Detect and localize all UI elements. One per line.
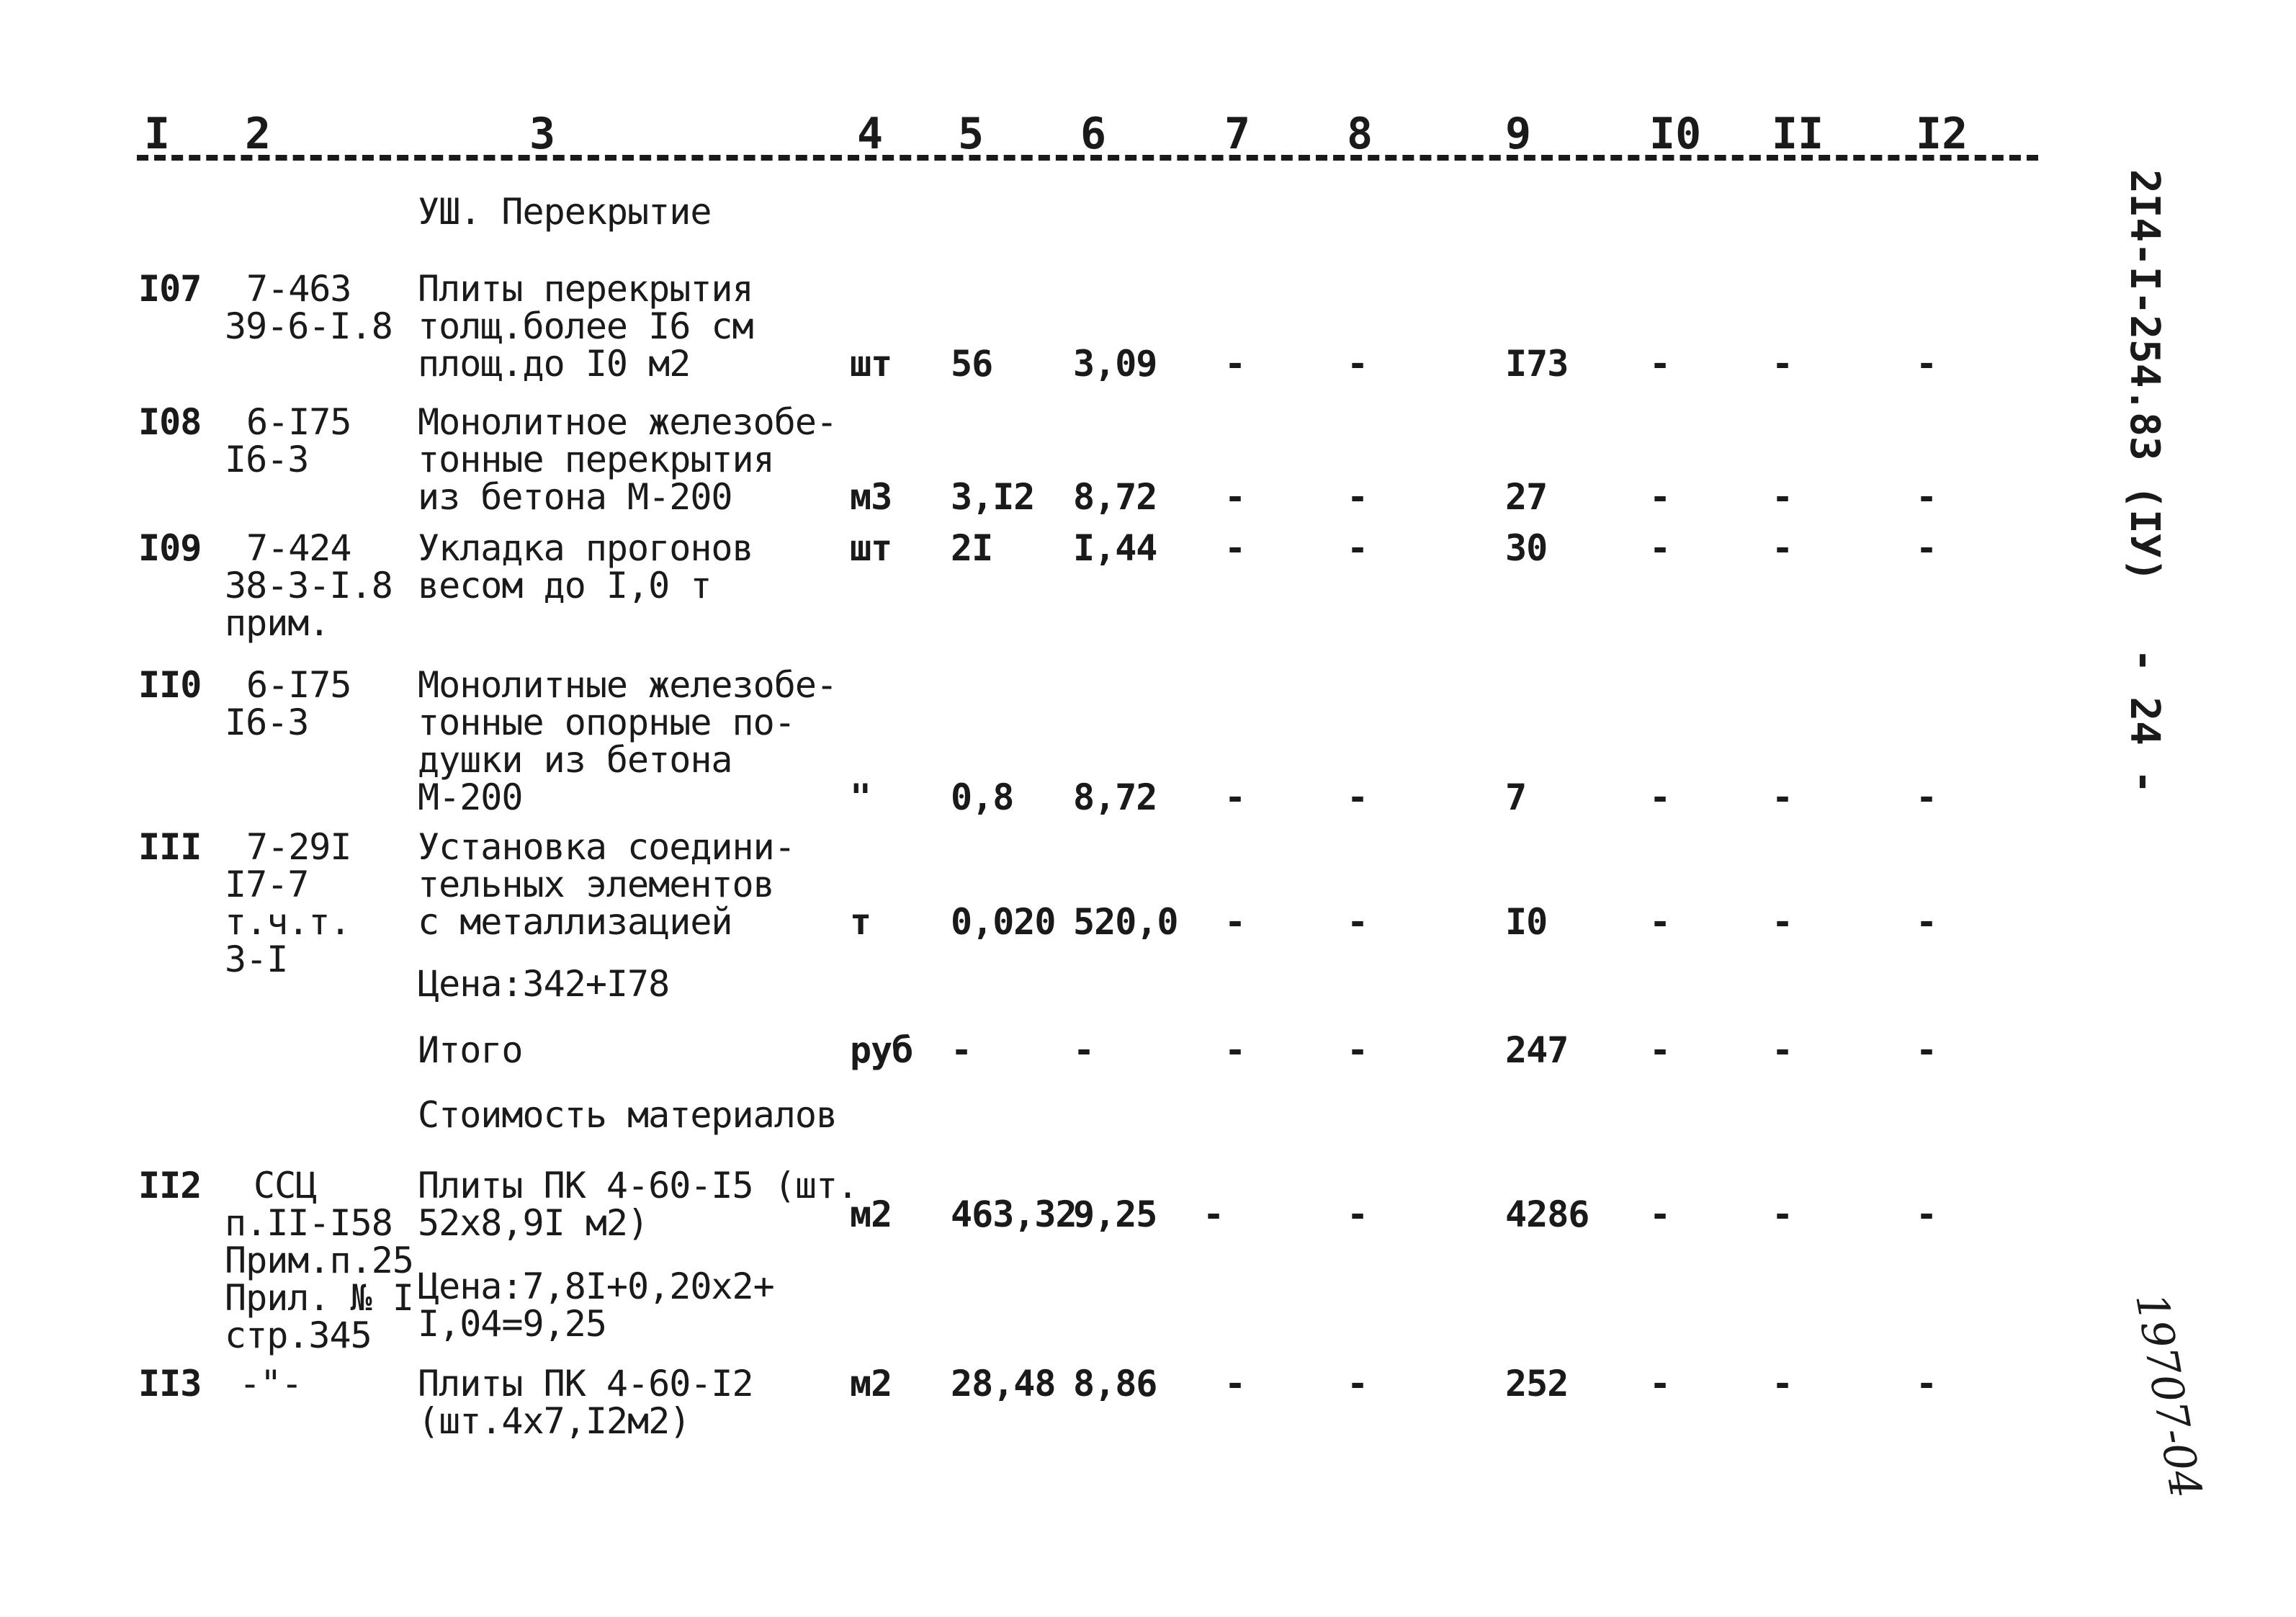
row-value-c6: 8,72	[1073, 476, 1157, 518]
column-header: 3	[529, 109, 556, 159]
row-value-unit: м3	[850, 476, 892, 518]
total-value-c10: -	[1649, 1029, 1671, 1071]
row-number: I08	[138, 401, 202, 443]
row-code: 7-463	[246, 268, 351, 310]
row-value-c5: 28,48	[951, 1363, 1056, 1405]
row-code: 6-I75	[246, 664, 351, 706]
row-value-unit: м2	[850, 1363, 892, 1405]
total-value-c8: -	[1347, 1029, 1368, 1071]
row-code: -"-	[239, 1363, 302, 1405]
column-header: 2	[245, 109, 272, 159]
row-code: 6-I75	[246, 401, 351, 443]
row-description: площ.до I0 м2	[418, 343, 691, 385]
row-number: II3	[138, 1363, 202, 1405]
row-code: I6-3	[225, 439, 309, 480]
row-price: I,04=9,25	[418, 1303, 606, 1345]
row-code: п.II-I58	[225, 1202, 393, 1244]
row-description: Монолитные железобе-	[418, 664, 838, 706]
row-description: тонные перекрытия	[418, 439, 774, 480]
row-value-unit: т	[850, 901, 871, 943]
row-value-c6: 8,72	[1073, 776, 1157, 818]
column-header: 9	[1505, 109, 1532, 159]
row-code: I6-3	[225, 702, 309, 743]
row-value-c7: -	[1224, 476, 1246, 518]
row-value-c11: -	[1772, 1193, 1793, 1235]
row-code: 7-29I	[246, 826, 351, 868]
row-value-c12: -	[1916, 901, 1937, 943]
row-description: с металлизацией	[418, 901, 732, 943]
row-description: Плиты перекрытия	[418, 268, 753, 310]
row-value-c10: -	[1649, 527, 1671, 569]
row-code: 3-I	[225, 939, 288, 980]
row-value-c8: -	[1347, 476, 1368, 518]
row-value-c6: 3,09	[1073, 343, 1157, 385]
column-header: 7	[1224, 109, 1251, 159]
column-header: II	[1772, 109, 1824, 159]
side-document-code: 2I4-I-254.83 (IУ)	[2121, 169, 2168, 583]
column-header: I	[144, 109, 171, 159]
row-code: I7-7	[225, 864, 309, 905]
row-value-c6: 8,86	[1073, 1363, 1157, 1405]
row-value-c5: 56	[951, 343, 993, 385]
row-code: стр.345	[225, 1314, 372, 1356]
row-description: из бетона М-200	[418, 476, 732, 518]
row-value-c7: -	[1224, 901, 1246, 943]
row-value-c11: -	[1772, 527, 1793, 569]
row-value-c5: 2I	[951, 527, 993, 569]
row-value-c7: -	[1224, 1363, 1246, 1405]
column-header: 4	[857, 109, 884, 159]
section-title: УШ. Перекрытие	[418, 191, 712, 233]
column-header: I2	[1916, 109, 1968, 159]
row-number: II2	[138, 1165, 202, 1206]
row-description: тонные опорные по-	[418, 702, 795, 743]
row-code: прим.	[225, 602, 330, 644]
row-value-c11: -	[1772, 343, 1793, 385]
row-value-c11: -	[1772, 476, 1793, 518]
total-value-c5: -	[951, 1029, 972, 1071]
row-description: М-200	[418, 776, 523, 818]
row-value-c7: -	[1224, 343, 1246, 385]
row-code: 7-424	[246, 527, 351, 569]
total-value-c9: 247	[1505, 1029, 1569, 1071]
column-header: I0	[1649, 109, 1702, 159]
row-value-c9: I73	[1505, 343, 1569, 385]
row-number: I07	[138, 268, 202, 310]
row-number: I09	[138, 527, 202, 569]
column-header: 6	[1080, 109, 1107, 159]
row-value-unit: "	[850, 776, 871, 818]
row-value-c9: 4286	[1505, 1193, 1589, 1235]
row-value-unit: м2	[850, 1193, 892, 1235]
row-value-c10: -	[1649, 776, 1671, 818]
row-value-c5: 0,020	[951, 901, 1056, 943]
price-line: Цена:342+I78	[418, 963, 670, 1005]
row-value-c10: -	[1649, 1363, 1671, 1405]
row-code: 38-3-I.8	[225, 565, 393, 606]
row-value-unit: шт	[850, 343, 892, 385]
row-description: Плиты ПК 4-60-I2	[418, 1363, 753, 1405]
row-code: Прим.п.25	[225, 1240, 413, 1281]
row-description: душки из бетона	[418, 739, 732, 781]
row-value-c10: -	[1649, 901, 1671, 943]
row-code: ССЦ	[254, 1165, 317, 1206]
row-description: 52х8,9I м2)	[418, 1202, 649, 1244]
row-value-c9: 27	[1505, 476, 1548, 518]
row-code: т.ч.т.	[225, 901, 351, 943]
row-value-c5: 0,8	[951, 776, 1014, 818]
row-description: Плиты ПК 4-60-I5 (шт.	[418, 1165, 858, 1206]
row-value-unit: шт	[850, 527, 892, 569]
row-value-c8: -	[1347, 901, 1368, 943]
total-label: Итого	[418, 1029, 523, 1071]
row-value-c9: 30	[1505, 527, 1548, 569]
row-number: III	[138, 826, 202, 868]
row-value-c5: 3,I2	[951, 476, 1035, 518]
row-value-c7: -	[1224, 527, 1246, 569]
row-value-c9: I0	[1505, 901, 1548, 943]
total-value-c6: -	[1073, 1029, 1095, 1071]
row-value-c8: -	[1347, 1193, 1368, 1235]
total-value-c11: -	[1772, 1029, 1793, 1071]
row-value-c10: -	[1649, 1193, 1671, 1235]
column-header: 8	[1347, 109, 1373, 159]
row-value-c8: -	[1347, 527, 1368, 569]
row-value-c10: -	[1649, 343, 1671, 385]
row-description: Установка соедини-	[418, 826, 795, 868]
row-value-c12: -	[1916, 1363, 1937, 1405]
row-code: Прил. № I	[225, 1277, 413, 1319]
row-value-c9: 7	[1505, 776, 1527, 818]
row-value-c12: -	[1916, 1193, 1937, 1235]
row-value-c12: -	[1916, 776, 1937, 818]
row-description: весом до I,0 т	[418, 565, 712, 606]
row-value-c10: -	[1649, 476, 1671, 518]
row-value-c6: 520,0	[1073, 901, 1178, 943]
handwritten-note: 19707-04	[2125, 1289, 2211, 1502]
row-value-c12: -	[1916, 343, 1937, 385]
row-value-c8: -	[1347, 776, 1368, 818]
row-value-c7: -	[1203, 1193, 1224, 1235]
column-header: 5	[958, 109, 985, 159]
row-value-c8: -	[1347, 343, 1368, 385]
row-code: 39-6-I.8	[225, 305, 393, 347]
row-value-c8: -	[1347, 1363, 1368, 1405]
row-description: тельных элементов	[418, 864, 774, 905]
row-description: (шт.4х7,I2м2)	[418, 1400, 691, 1442]
row-value-c12: -	[1916, 476, 1937, 518]
row-description: Укладка прогонов	[418, 527, 753, 569]
total-value-c12: -	[1916, 1029, 1937, 1071]
row-value-c9: 252	[1505, 1363, 1569, 1405]
row-value-c11: -	[1772, 901, 1793, 943]
row-price: Цена:7,8I+0,20х2+	[418, 1266, 774, 1307]
row-description: Монолитное железобе-	[418, 401, 838, 443]
row-value-c12: -	[1916, 527, 1937, 569]
materials-title: Стоимость материалов	[418, 1094, 838, 1136]
row-value-c6: I,44	[1073, 527, 1157, 569]
row-value-c5: 463,32	[951, 1193, 1077, 1235]
row-value-c11: -	[1772, 776, 1793, 818]
header-rule	[137, 155, 2038, 161]
row-description: толщ.более I6 см	[418, 305, 753, 347]
row-value-c11: -	[1772, 1363, 1793, 1405]
total-value-unit: руб	[850, 1029, 913, 1071]
side-page-number: - 24 -	[2121, 648, 2168, 794]
total-value-c7: -	[1224, 1029, 1246, 1071]
row-value-c7: -	[1224, 776, 1246, 818]
row-value-c6: 9,25	[1073, 1193, 1157, 1235]
row-number: II0	[138, 664, 202, 706]
